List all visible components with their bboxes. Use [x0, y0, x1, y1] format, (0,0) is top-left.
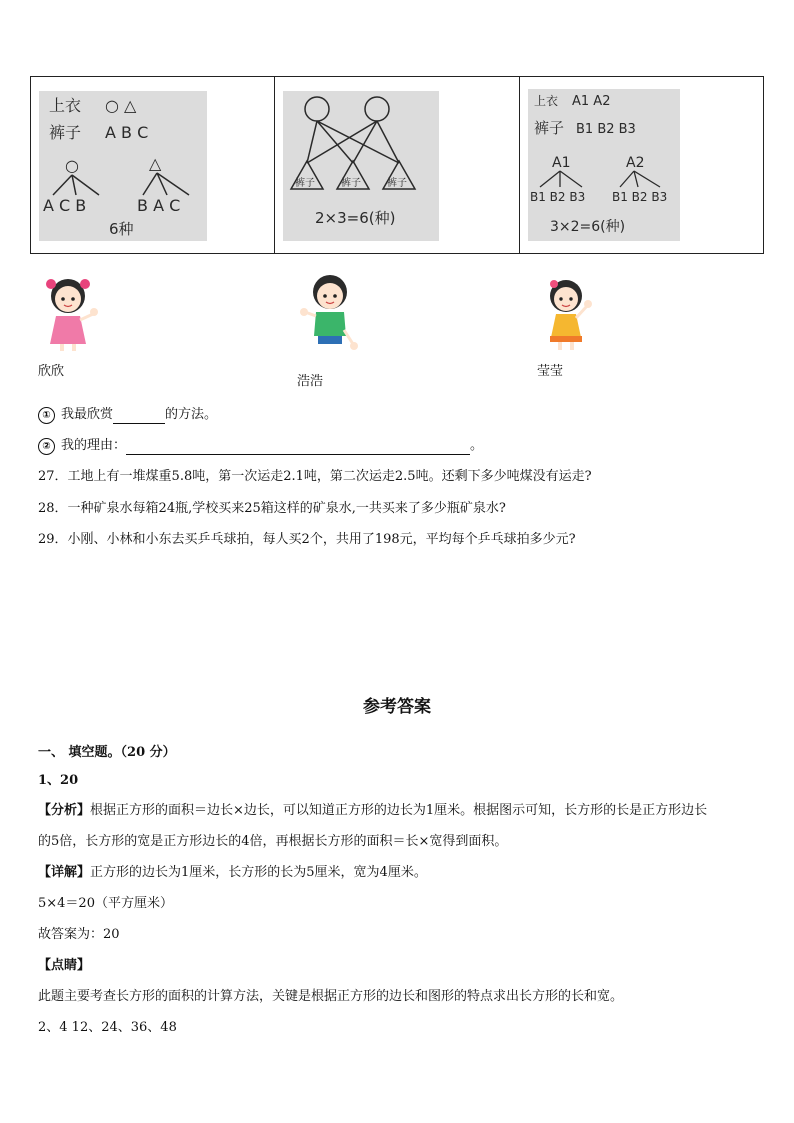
analysis-tag: 【分析】 — [38, 803, 91, 818]
methods-table — [30, 76, 764, 254]
girl-yellow-dress-icon — [540, 274, 596, 352]
result: 6种 — [109, 220, 134, 238]
appreciate-line — [38, 406, 217, 424]
reason-suffix: 。 — [470, 438, 484, 453]
result: 2×3=6(种) — [315, 209, 396, 227]
row1-items: A1 A2 — [571, 94, 611, 109]
analysis-line-1 — [38, 802, 707, 820]
reason-line — [38, 437, 483, 455]
answer-title: 参考答案 — [363, 697, 431, 717]
detail-line — [38, 864, 427, 882]
detail-tag: 【详解】 — [38, 865, 91, 880]
tree2-leaves: B1 B2 B3 — [611, 190, 667, 204]
reason-blank[interactable] — [126, 440, 470, 455]
comment-tag: 【点睛】 — [38, 958, 91, 973]
answer-1-head: 1、20 — [38, 773, 79, 788]
question-28: 28．一种矿泉水每箱24瓶,学校买来25箱这样的矿泉水,一共买来了多少瓶矿泉水? — [38, 501, 506, 516]
row2-items: A B C — [105, 123, 149, 142]
tree2-leaves: B A C — [137, 196, 181, 215]
xinxin-method-image — [39, 91, 207, 241]
method-cell-yingying — [520, 77, 763, 253]
tree1-root: ○ — [65, 156, 79, 175]
row1-label: 上衣 — [533, 94, 558, 108]
yingying-method-image — [528, 89, 680, 241]
kid-name-xinxin: 欣欣 — [38, 364, 65, 379]
boy-green-shirt-icon — [296, 270, 362, 352]
method-cell-xinxin — [31, 77, 275, 253]
pants-label-1: 裤子 — [295, 178, 316, 189]
row1-items: ○ △ — [105, 96, 137, 115]
tree1-leaves: A C B — [43, 196, 87, 215]
row2-label: 裤子 — [49, 123, 82, 142]
tree2-root: A2 — [625, 155, 645, 171]
appreciate-prefix: 我最欣赏 — [61, 407, 114, 422]
result: 3×2=6(种) — [549, 219, 625, 235]
reason-prefix: 我的理由： — [61, 438, 127, 453]
circled-number-2: ② — [38, 438, 55, 455]
method-cell-haohao — [275, 77, 519, 253]
pants-label-2: 裤子 — [341, 178, 362, 189]
tree1-root: A1 — [551, 155, 571, 171]
calc-line: 5×4＝20（平方厘米） — [38, 896, 173, 911]
shirt-circle-2-icon — [365, 97, 389, 121]
shirt-circle-1-icon — [305, 97, 329, 121]
girl-pink-dress-icon — [38, 272, 104, 352]
kid-name-yingying: 莹莹 — [537, 364, 564, 379]
question-29: 29．小刚、小林和小东去买乒乓球拍，每人买2个，共用了198元，平均每个乒乓球拍多少元? — [38, 532, 576, 547]
tree1-leaves: B1 B2 B3 — [529, 190, 585, 204]
appreciate-blank[interactable] — [113, 409, 165, 424]
tree2-root: △ — [149, 154, 162, 173]
kid-name-haohao: 浩浩 — [297, 374, 324, 389]
row2-items: B1 B2 B3 — [575, 122, 636, 137]
analysis-text-1: 根据正方形的面积＝边长×边长，可以知道正方形的边长为1厘米。根据图示可知，长方形的长是正方形边长 — [90, 803, 708, 818]
analysis-line-2: 的5倍，长方形的宽是正方形边长的4倍，再根据长方形的面积＝长×宽得到面积。 — [38, 834, 508, 849]
detail-text: 正方形的边长为1厘米，长方形的长为5厘米，宽为4厘米。 — [90, 865, 427, 880]
final-answer-line: 故答案为：20 — [38, 927, 120, 942]
yingying-avatar — [540, 274, 596, 352]
comment-text: 此题主要考查长方形的面积的计算方法，关键是根据正方形的边长和图形的特点求出长方形的长和宽。 — [38, 989, 624, 1004]
row1-label: 上衣 — [49, 96, 82, 115]
answer-2-head: 2、4 12、24、36、48 — [38, 1020, 177, 1035]
xinxin-avatar — [38, 272, 104, 352]
haohao-avatar — [296, 270, 362, 352]
haohao-method-image — [283, 91, 439, 241]
row2-label: 裤子 — [533, 119, 564, 137]
question-27: 27．工地上有一堆煤重5.8吨，第一次运走2.1吨，第二次运走2.5吨。还剩下多少吨煤没有运走? — [38, 469, 592, 484]
pants-label-3: 裤子 — [387, 178, 408, 189]
section-header: 一、 填空题。（20 分） — [38, 745, 176, 760]
appreciate-suffix: 的方法。 — [165, 407, 218, 422]
circled-number-1: ① — [38, 407, 55, 424]
